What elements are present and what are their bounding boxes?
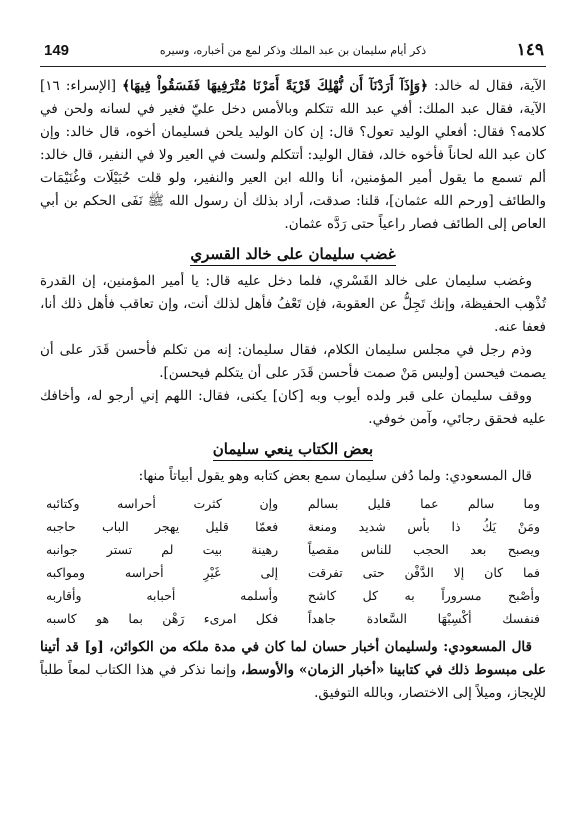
quran-verse: ﴿وَإِذَآ أَرَدْنَآ أَن نُّهْلِكَ قَرْيَةً أَمَرْنَا مُتْرَفِيهَا فَفَسَقُواْ فِيهَا﴾: [122, 78, 429, 94]
running-title: ذكر أيام سليمان بن عبد الملك وذكر لمع من أخباره، وسيره: [159, 44, 427, 57]
paragraph-5: قال المسعودي: ولما دُفن سليمان سمع بعض كتابه وهو يقول أبياتاً منها:: [138, 468, 532, 484]
section-heading-2: [40, 437, 546, 461]
poem: [40, 492, 546, 630]
hemistich-first: ومَنْ يَكُ ذا بأس شديد ومنعة: [307, 519, 540, 534]
paragraph-6-rest: وإنما نذكر في هذا الكتاب لمعاً طلباً للإيجاز، وميلاً إلى الاختصار، وبالله التوفيق.: [40, 662, 546, 701]
hemistich-second: فعمّا قليل يهجر الباب حاجبه: [46, 519, 279, 534]
hemistich-first: فما كان إلا الدَّفْن حتى تفرقت: [307, 565, 540, 580]
poem-verse: [40, 538, 546, 561]
paragraph-6-bold: قال المسعودي: ولسليمان أخبار حسان لما كان في مدة ملكه من الكوائن، [و] قد أتينا على مبسوط ذلك في كتابينا «أخبار الزمان» والأوسط،: [40, 639, 547, 678]
book-page: [40, 40, 546, 800]
poem-verse: [40, 515, 546, 538]
page-number-arabic: ١٤٩: [516, 40, 544, 60]
page-header: [40, 40, 546, 67]
hemistich-first: فنفسك أكْسِبْهَا السَّعادة جاهداً: [307, 611, 540, 626]
paragraph-4: ووقف سليمان على قبر ولده أيوب وبه [كان] يكنى، فقال: اللهم إني أرجو له، وأخافك عليه فحقق رجائي، وآمن خوفي.: [40, 388, 546, 427]
poem-verse: [40, 492, 546, 515]
hemistich-second: وإن كثرت أحراسه وكتائبه: [46, 496, 279, 511]
page-number-latin: 149: [44, 42, 70, 59]
paragraph-1-start: الآية، فقال له خالد:: [428, 78, 546, 94]
hemistich-second: رهينة بيت لم تستر جوانبه: [46, 542, 279, 557]
paragraph-6: [40, 636, 546, 705]
hemistich-second: فكل امرىء رَهْن بما هو كاسبه: [46, 611, 279, 626]
section-heading-1-text: غضب سليمان على خالد القسري: [190, 245, 395, 266]
section-heading-1: [40, 242, 546, 266]
poem-verse: [40, 584, 546, 607]
hemistich-first: وأصْبح مسروراً به كل كاشح: [307, 588, 540, 603]
hemistich-second: إلى غَيْرِ أحراسه ومواكبه: [46, 565, 279, 580]
hemistich-first: ويصبح بعد الحجب للناس مقصياً: [307, 542, 540, 557]
paragraph-3: وذم رجل في مجلس سليمان الكلام، فقال سليمان: إنه من تكلم فأحسن قَدَر على أن يصمت فيحسن [وليس مَنْ صمت فأحسن قَدَر على أن يتكلم فيحسن].: [40, 342, 546, 381]
paragraph-1-rest: [الإسراء: ١٦] الآية، فقال عبد الملك: أفي عبد الله تتكلم وبالأمس دخل عليّ فغير في لسانه ولحن في كلامه؟ فقال: أفعلي الوليد تعول؟ قال: إن كان الوليد يلحن فسليمان أخوه، قال خالد: وإن كان عبد الله لحاناً فأخوه خالد، فقال الوليد: أتتكلم ولست في العير ولا في النفير، قال خالد: ألم تسمع ما يقول أمير المؤمنين، أنا والله ابن العير والنفير، ولو قلت حُبَيْلَات وغُنَيْمَات والطائف [ورحم الله عثمان]، قلنا: صدقت، أراد بذلك أن رسول الله ﷺ نَفَى الحكم بن أبي العاص إلى الطائف فصار راعياً حتى رَدَّه عثمان.: [40, 78, 546, 232]
hemistich-second: وأسلمه أحبابه وأقاربه: [46, 588, 279, 603]
hemistich-first: وما سالم عما قليل بسالم: [307, 496, 540, 511]
poem-verse: [40, 607, 546, 630]
paragraph-2: وغضب سليمان على خالد القَسْري، فلما دخل عليه قال: يا أمير المؤمنين، إن القدرة تُذْهِب الحفيظة، وإنك تَجِلُّ عن العقوبة، فإن تَعْفُ فأهل لذلك أنت، وإن تعاقب فأهل ذلك أنا، فعفا عنه.: [40, 273, 546, 335]
poem-verse: [40, 561, 546, 584]
paragraph-1: [40, 75, 546, 236]
section-heading-2-text: بعض الكتاب ينعي سليمان: [213, 440, 373, 461]
